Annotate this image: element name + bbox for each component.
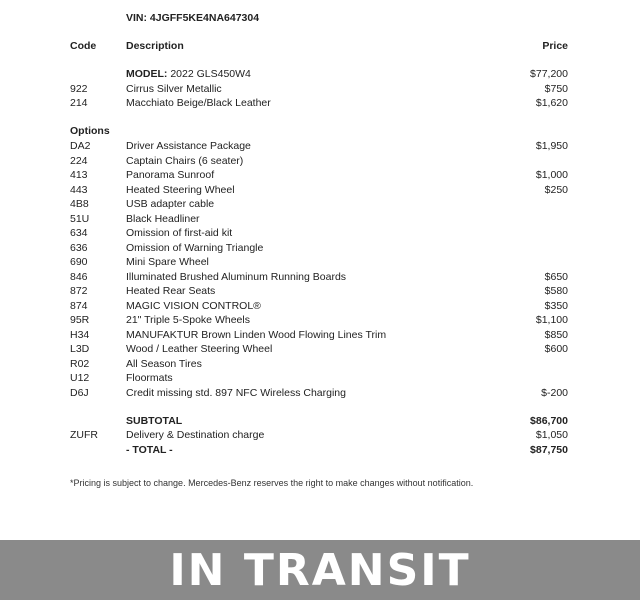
option-price: $1,950 [535, 140, 568, 152]
option-price: $250 [544, 184, 568, 196]
option-description: All Season Tires [126, 358, 202, 370]
option-code: 874 [70, 300, 88, 312]
option-description: Driver Assistance Package [126, 140, 251, 152]
total-label: - TOTAL - [126, 444, 173, 456]
option-price: $580 [544, 285, 568, 297]
option-code: 846 [70, 271, 88, 283]
option-code: 872 [70, 285, 88, 297]
option-price: $1,100 [535, 314, 568, 326]
option-code: 4B8 [70, 198, 89, 210]
option-description: Heated Steering Wheel [126, 184, 235, 196]
header-price: Price [542, 40, 568, 52]
base-code: 214 [70, 97, 88, 109]
option-description: MAGIC VISION CONTROL® [126, 300, 261, 312]
delivery-price: $1,050 [535, 429, 568, 441]
vin-label: VIN: 4JGFF5KE4NA647304 [126, 12, 260, 24]
option-description: Panorama Sunroof [126, 169, 215, 181]
delivery-description: Delivery & Destination charge [126, 429, 265, 441]
model-label: MODEL: [126, 68, 168, 80]
base-price: $1,620 [535, 97, 568, 109]
base-description: Macchiato Beige/Black Leather [126, 97, 271, 109]
option-code: 690 [70, 256, 88, 268]
model-price: $77,200 [530, 68, 568, 80]
option-price: $-200 [541, 387, 568, 399]
option-description: Illuminated Brushed Aluminum Running Boards [126, 271, 347, 283]
option-description: Omission of Warning Triangle [126, 242, 264, 254]
banner-text: IN TRANSIT [169, 544, 471, 596]
base-description: Cirrus Silver Metallic [126, 83, 222, 95]
model-text [126, 67, 251, 81]
option-code: 95R [70, 314, 90, 326]
base-code: 922 [70, 83, 88, 95]
option-description: Wood / Leather Steering Wheel [126, 343, 273, 355]
option-price: $350 [544, 300, 568, 312]
option-code: R02 [70, 358, 90, 370]
option-code: 443 [70, 184, 88, 196]
option-code: DA2 [70, 140, 91, 152]
option-price: $600 [544, 343, 568, 355]
in-transit-banner [0, 540, 640, 600]
total-price: $87,750 [530, 444, 568, 456]
option-description: 21" Triple 5-Spoke Wheels [126, 314, 250, 326]
header-code: Code [70, 40, 97, 52]
option-code: L3D [70, 343, 90, 355]
subtotal-price: $86,700 [530, 415, 568, 427]
option-description: Heated Rear Seats [126, 285, 216, 297]
option-code: 224 [70, 155, 88, 167]
option-description: Floormats [126, 372, 173, 384]
base-price: $750 [544, 83, 568, 95]
model-name: 2022 GLS450W4 [170, 68, 251, 80]
option-price: $1,000 [535, 169, 568, 181]
option-price: $850 [544, 329, 568, 341]
option-price: $650 [544, 271, 568, 283]
subtotal-label: SUBTOTAL [126, 415, 183, 427]
option-code: 51U [70, 213, 90, 225]
option-code: H34 [70, 329, 90, 341]
delivery-code: ZUFR [70, 429, 98, 441]
option-code: 413 [70, 169, 88, 181]
option-code: 634 [70, 227, 88, 239]
options-heading: Options [70, 125, 110, 137]
footnote: *Pricing is subject to change. Mercedes-Benz reserves the right to make changes without notification. [70, 478, 474, 488]
option-code: D6J [70, 387, 89, 399]
option-description: Omission of first-aid kit [126, 227, 233, 239]
option-description: Mini Spare Wheel [126, 256, 209, 268]
header-description: Description [126, 40, 184, 52]
option-code: 636 [70, 242, 88, 254]
option-description: Black Headliner [126, 213, 200, 225]
option-description: USB adapter cable [126, 198, 215, 210]
option-description: Captain Chairs (6 seater) [126, 155, 244, 167]
option-code: U12 [70, 372, 90, 384]
option-description: Credit missing std. 897 NFC Wireless Charging [126, 387, 346, 399]
option-description: MANUFAKTUR Brown Linden Wood Flowing Lines Trim [126, 329, 387, 341]
